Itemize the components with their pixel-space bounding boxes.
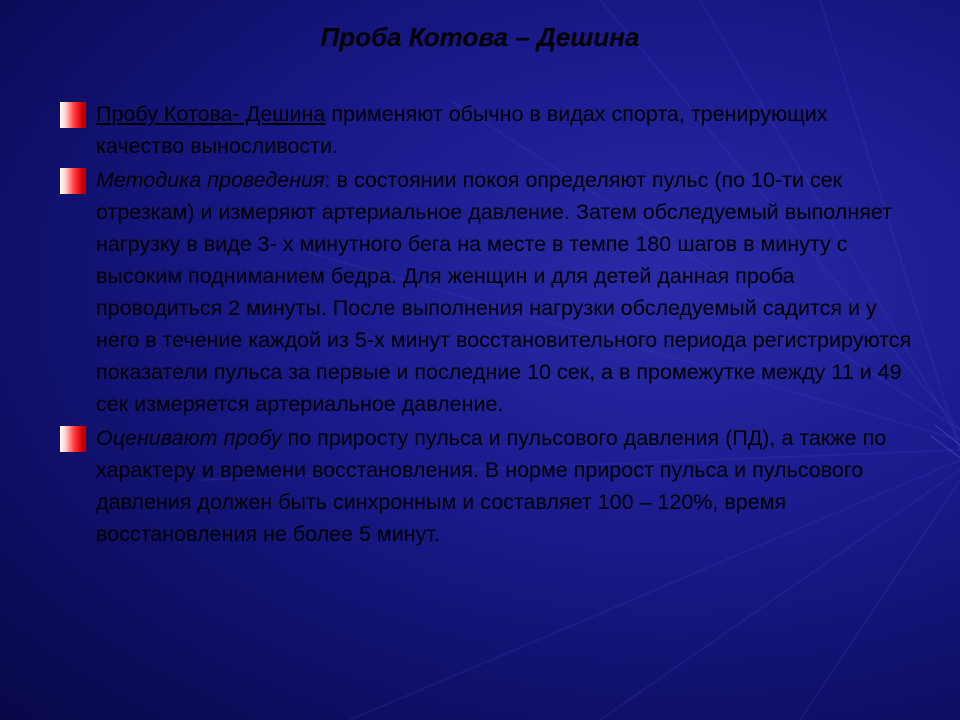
bullet-text: по приросту пульса и пульсового давления (ПД), а также по характеру и времени восстановления. В норме прирост пульса и пульсового давления должен быть синхронным и составляет 100 – 120%, время восстановления не более 5 минут. xyxy=(96,426,887,546)
bullet-text: применяют обычно в видах спорта, тренирующих качество выносливости. xyxy=(96,102,828,158)
bullet-text: : в состоянии покоя определяют пульс (по 10-ти сек отрезкам) и измеряют артериальное давление. Затем обследуемый выполняет нагрузку в виде 3- х минутного бега на месте в темпе 180 шагов в минуту с высоким подниманием бедра. Для женщин и для детей данная проба проводиться 2 минуты. После выполнения нагрузки обследуемый садится и у него в течение каждой из 5-х минут восстановительного периода регистрируются показатели пульса за первые и последние 10 сек, а в промежутке между 11 и 49 сек измеряется артериальное давление. xyxy=(96,168,912,416)
bullet-lead: Оценивают пробу xyxy=(96,426,282,450)
red-square-bullet-icon xyxy=(60,426,86,452)
bullet-item xyxy=(60,98,920,162)
bullet-item xyxy=(60,422,920,550)
bullet-lead: Методика проведения xyxy=(96,168,325,192)
red-square-bullet-icon xyxy=(60,102,86,128)
bullet-lead: Пробу Котова- Дешина xyxy=(96,102,326,126)
red-square-bullet-icon xyxy=(60,168,86,194)
slide-title: Проба Котова – Дешина xyxy=(320,22,640,52)
bullet-item xyxy=(60,164,920,420)
bullet-list xyxy=(60,98,920,552)
